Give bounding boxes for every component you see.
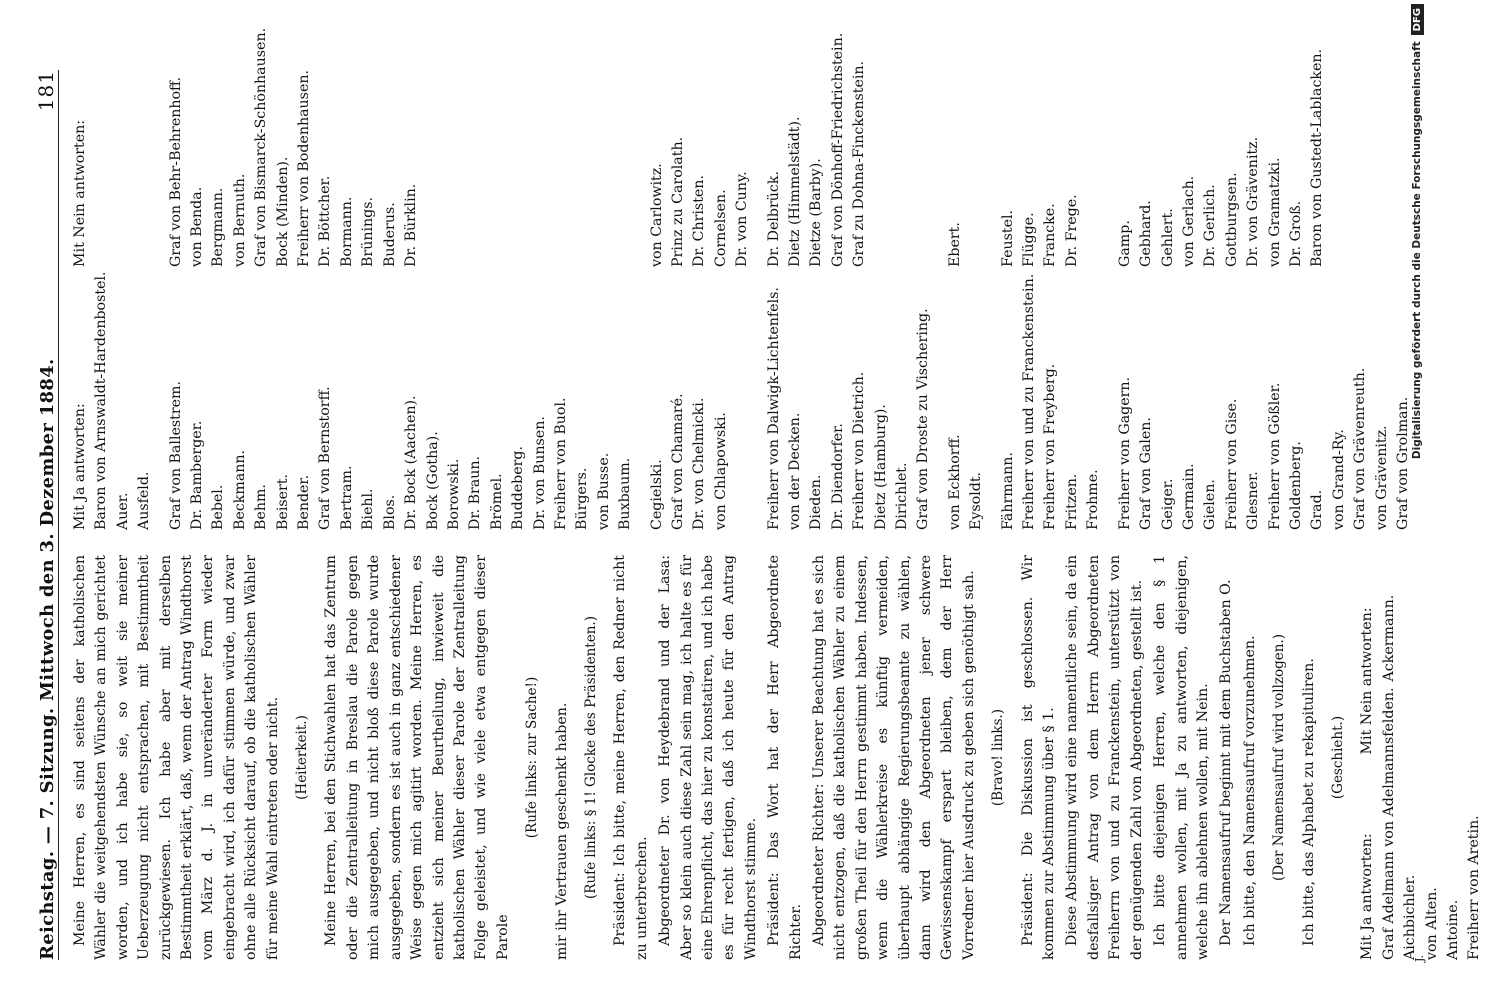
nein-name: Dietz (Himmelstädt).	[787, 116, 803, 267]
nein-name: Prinz zu Carolath.	[669, 136, 686, 267]
remark: (Heiterkeit.)	[294, 715, 311, 800]
vote-names	[1379, 555, 1486, 960]
ja-name: Aichbichler.	[1402, 874, 1419, 960]
nein-name: Dr. Böttcher.	[317, 175, 334, 267]
ja-name: Antoine.	[1444, 899, 1461, 960]
ja-name: Dr. Bamberger.	[189, 420, 206, 530]
ja-name: Borowski.	[445, 458, 462, 530]
ja-name: von Busse.	[595, 452, 612, 530]
ja-name: Bertram.	[338, 465, 355, 530]
nein-name: Ebert.	[946, 222, 963, 267]
ja-name: Fährmann.	[999, 452, 1016, 530]
ja-name: Germain.	[1180, 463, 1197, 530]
ja-name: Freiherr von Dalwigk-Lichtenfels.	[765, 287, 782, 530]
nein-name: Brünings.	[360, 196, 377, 267]
nein-name: Graf von Dönhoff-Friedrichstein.	[829, 32, 846, 267]
vote-header-row	[70, 10, 91, 530]
nein-name: Francke.	[1042, 203, 1059, 267]
nein-name: Cornelsen.	[712, 189, 729, 267]
ja-name: Baron von Arnswaldt-Hardenbostel.	[93, 271, 110, 530]
right-column	[70, 10, 1414, 530]
remark: (Rufe links: zur Sache!)	[524, 676, 541, 839]
ja-name: Eysoldt.	[968, 471, 985, 530]
ja-name: Glesner.	[1245, 471, 1262, 530]
ja-name: Freiherr von und zu Franckenstein.	[1021, 273, 1038, 530]
nein-name: Dr. Delbrück.	[765, 171, 782, 267]
ja-name: Freiherr von Gagern.	[1116, 376, 1133, 530]
paragraph: Abgeordneter Dr. von Heydebrand und der Lasa: Aber so klein auch diese Zahl sein mag, ich halte es für eine Ehrenpflicht, das hier zu konstatiren, und ich habe es für recht fertigen, daß ich heute für den Antrag Windthorst stimme.	[657, 555, 759, 960]
paragraph: Ich bitte diejenigen Herren, welche den § 1 annehmen wollen, mit Ja zu antworten, diejenigen, welche ihn ablehnen wollen, mit Nein.	[1152, 555, 1211, 960]
nein-name: Gebhard.	[1138, 200, 1155, 267]
ja-name: Graf von Bernstorff.	[317, 386, 334, 530]
nein-name: Freiherr von Bodenhausen.	[296, 69, 313, 267]
vote-block-a	[91, 10, 155, 530]
ja-name: Auer.	[114, 492, 131, 530]
nein-name: Baron von Gustedt-Lablacken.	[1309, 48, 1326, 267]
paragraph: mir ihr Vertrauen geschenkt haben.	[553, 702, 570, 960]
ja-name: Dr. Bock (Aachen).	[403, 395, 420, 530]
ja-name: Fritzen.	[1063, 473, 1080, 530]
vote-block-c	[647, 10, 754, 530]
ja-name: Beisert.	[274, 473, 291, 530]
nein-name: Graf von Bismarck-Schönhausen.	[253, 27, 270, 267]
ja-name: Bender.	[296, 474, 313, 530]
nein-name: Feustel.	[999, 209, 1016, 267]
vote-block-e	[945, 10, 988, 530]
ja-name: Graf von Grolman.	[1394, 396, 1411, 530]
nein-name: Dietze (Barby).	[808, 158, 825, 267]
ja-name: von Chlapowski.	[712, 412, 729, 530]
ja-name: Graf von Galen.	[1138, 417, 1155, 530]
ja-name: von der Decken.	[787, 412, 803, 530]
margin-mark: J.	[1413, 954, 1426, 962]
ja-name: Bürgers.	[574, 467, 591, 530]
nein-name: Bormann.	[338, 196, 355, 267]
ja-name: Brömel.	[488, 473, 505, 530]
nein-name: Bock (Minden).	[274, 156, 291, 267]
ja-name: Gielen.	[1202, 479, 1219, 530]
ja-name: Geiger.	[1159, 478, 1176, 530]
paragraph: Präsident: Ich bitte, meine Herren, den Redner nicht zu unterbrechen.	[612, 555, 650, 960]
ja-name: Graf von Ballestrem.	[167, 380, 184, 530]
ja-name: von Alten.	[1423, 887, 1440, 960]
ja-name: Dr. Diendorfer.	[829, 423, 846, 530]
ja-name: Dr. von Bunsen.	[531, 416, 548, 530]
paragraph: Präsident: Die Diskussion ist geschlossen. Wir kommen zur Abstimmung über § 1.	[1019, 555, 1058, 960]
ja-name: Buddeberg.	[510, 446, 527, 530]
page-number: 181	[34, 70, 58, 112]
paragraph: Abgeordneter Richter: Unserer Beachtung hat es sich nicht entzogen, daß die katholischen Wähler zu einem großen Theil für den Herrn gestimmt haben. Indessen, wenn die Wählerkreise es künftig vermeiden, überhaupt abhängige Regierungsbeamte zu wählen, dann wird den Abgeordneten jener schwere Gewissenskampf erspart bleiben, dem der Herr Vorredner hier Ausdruck zu geben sich genöthigt sah.	[811, 555, 977, 960]
remark: (Geschieht.)	[1329, 715, 1346, 800]
nein-name: Graf zu Dohna-Finckenstein.	[851, 60, 868, 267]
nein-name: von Gramatzki.	[1266, 157, 1283, 267]
ja-name: Frohme.	[1085, 469, 1102, 530]
nein-name: von Benda.	[189, 186, 206, 267]
nein-name: Dr. Groß.	[1287, 200, 1304, 267]
ja-name: Blos.	[381, 494, 398, 530]
ja-name: Graf Adelmann von Adelmannsfelden.	[1380, 687, 1397, 960]
paragraph: Meine Herren, es sind seitens der katholischen Wähler die weitgehendsten Wünsche an mich gerichtet worden, und ich habe sie, so weit sie meiner Ueberzeugung nicht entsprachen, mit Bestimmtheit zurückgewiesen. Ich habe aber mit derselben Bestimmtheit erklärt, daß, wenn der Antrag Windthorst vom März d. J. in unveränderter Form wieder eingebracht wird, ich dafür stimmen würde, und zwar ohne alle Rücksicht darauf, ob die katholischen Wähler für meine Wahl eintreten oder nicht.	[72, 555, 281, 960]
nein-name: von Gerlach.	[1180, 175, 1197, 267]
ja-name: Dieden.	[808, 474, 825, 530]
vote-block-g	[1115, 10, 1415, 530]
paragraph: Präsident: Das Wort hat der Herr Abgeordnete Richter.	[766, 555, 804, 960]
ja-name: von Grand-Ry.	[1330, 429, 1347, 530]
left-column	[70, 555, 1486, 960]
ja-name: Dr. Braun.	[467, 455, 484, 530]
page-title: Reichstag. — 7. Sitzung. Mittwoch den 3. Dezember 1884.	[37, 358, 58, 960]
nein-name: Ackermann.	[1380, 594, 1397, 682]
ja-name: Freiherr von Gise.	[1223, 398, 1240, 530]
nein-name: Dr. Bürklin.	[403, 183, 420, 267]
ja-name: Biehl.	[360, 488, 377, 530]
paragraph: Diese Abstimmung wird eine namentliche sein, da ein desfallsiger Antrag von dem Herrn Abgeordneten Freiherrn von und zu Franckenstein, unterstützt von der genügenden Zahl von Abgeordneten, gestellt ist.	[1064, 555, 1145, 960]
nein-name: von Bernuth.	[231, 173, 248, 267]
page-header	[18, 70, 59, 960]
paragraph: Der Namensaufruf beginnt mit dem Buchstaben O.	[1218, 579, 1235, 946]
remark: (Der Namensaufruf wird vollzogen.)	[1271, 633, 1288, 882]
ja-name: Freiherr von Gößler.	[1266, 382, 1283, 530]
funding-note: Digitalisierung gefördert durch die Deutsche Forschungsgemeinschaft	[1411, 41, 1423, 460]
ja-name: von Grävenitz.	[1373, 425, 1390, 530]
nein-name: Gamp.	[1116, 220, 1133, 267]
nein-name: Dr. Gerlich.	[1202, 184, 1219, 267]
nein-name: von Carlowitz.	[648, 163, 665, 267]
vote-nein-heading: Mit Nein antworten:	[72, 119, 88, 267]
ja-name: Bock (Gotha).	[424, 431, 441, 530]
ja-name: Freiherr von Buol.	[552, 397, 569, 530]
ja-name: Beckmann.	[231, 449, 248, 530]
ja-name: Freiherr von Freyberg.	[1042, 363, 1059, 530]
nein-name: Dr. Christen.	[691, 175, 708, 267]
ja-name: Ausfeld.	[136, 471, 153, 530]
nein-name: Graf von Behr-Behrenhoff.	[167, 76, 184, 267]
ja-name: Graf von Chamaré.	[669, 393, 686, 530]
paragraph: Ich bitte, das Alphabet zu rekapituliren.	[1300, 658, 1317, 946]
ja-name: Behm.	[253, 484, 270, 530]
nein-name: Bergmann.	[210, 187, 227, 267]
ja-name: Dr. von Chelmicki.	[691, 397, 708, 530]
nein-name: Buderus.	[381, 202, 398, 267]
ja-name: Bebel.	[210, 484, 227, 530]
vote-ja-heading: Mit Ja antworten:	[1359, 833, 1376, 960]
ja-name: von Eckhorff.	[946, 434, 963, 530]
vote-block-f	[998, 10, 1105, 530]
sidenote	[1404, 0, 1430, 1000]
ja-name: Cegielski.	[648, 459, 665, 530]
paragraph: Ich bitte, den Namensaufruf vorzunehmen.	[1241, 635, 1258, 946]
vote-ja-heading: Mit Ja antworten:	[72, 403, 88, 530]
nein-name: Dr. von Cuny.	[734, 171, 751, 267]
ja-name: Grad.	[1309, 489, 1326, 530]
ja-name: Buxbaum.	[617, 457, 634, 530]
ja-name: Graf von Droste zu Vischering.	[915, 308, 932, 530]
ja-name: Goldenberg.	[1287, 441, 1304, 530]
nein-name: Dr. von Grävenitz.	[1245, 136, 1262, 267]
vote-block-b	[166, 10, 637, 530]
vote-block-d	[764, 10, 935, 530]
remark: (Bravo! links.)	[990, 708, 1007, 807]
ja-name: Dirichlet.	[894, 462, 911, 530]
nein-name: Gottburgsen.	[1223, 172, 1240, 267]
nein-name: Flügge.	[1021, 212, 1038, 267]
nein-name: Gehlert.	[1159, 208, 1176, 267]
remark: (Rufe links: § 1! Glocke des Präsidenten.)	[582, 616, 599, 899]
paragraph: Meine Herren, bei den Stichwahlen hat das Zentrum oder die Zentralleitung in Breslau die Parole gegen mich ausgegeben, und nicht bloß diese Parole wurde ausgegeben, sondern es ist auch in ganz entschiedener Weise gegen mich agitirt worden. Meine Herren, es entzieht sich meiner Beurtheilung, inwieweit die katholischen Wähler dieser Parole der Zentralleitung Folge geleistet, und wie viele etwa entgegen dieser Parole	[323, 555, 511, 960]
vote-nein-heading: Mit Nein antworten:	[1359, 607, 1376, 755]
dfg-logo: DFG	[1411, 4, 1424, 35]
nein-name: Dr. Frege.	[1063, 194, 1080, 267]
vote-header-row	[1357, 555, 1378, 960]
ja-name: Dietz (Hamburg).	[872, 404, 889, 530]
ja-name: Freiherr von Dietrich.	[851, 371, 868, 530]
ja-name: Graf von Grävenreuth.	[1352, 367, 1369, 530]
ja-name: Freiherr von Aretin.	[1466, 815, 1483, 960]
